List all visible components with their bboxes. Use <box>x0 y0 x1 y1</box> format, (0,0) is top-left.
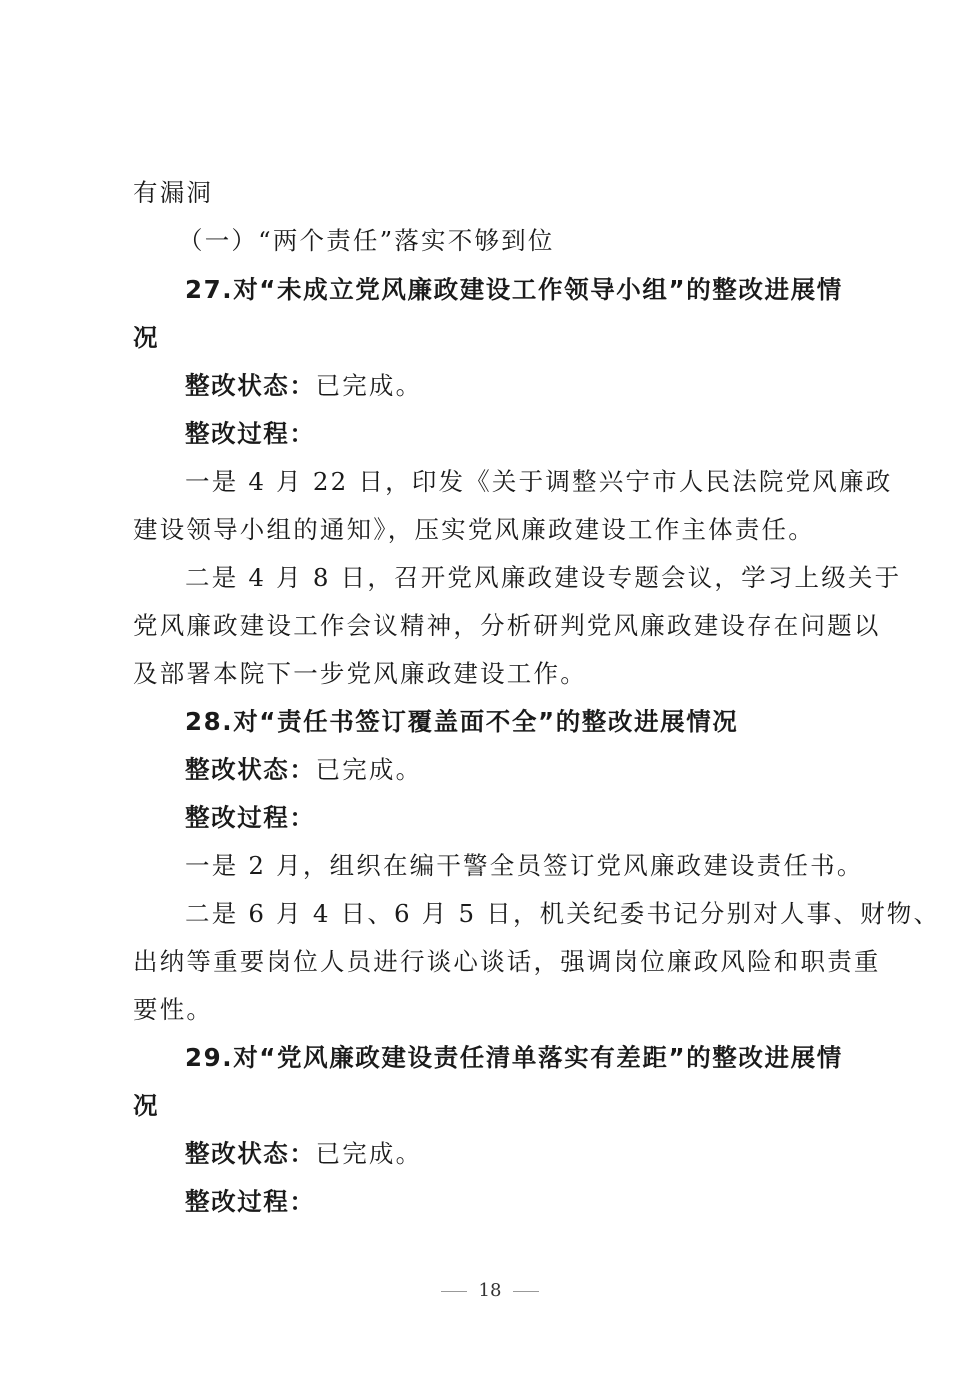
status-label: 整改状态： <box>185 1139 316 1168</box>
status-value: 已完成。 <box>315 1139 423 1168</box>
item-heading-29 <box>185 1043 863 1073</box>
status-row <box>185 371 863 401</box>
item-heading-text: 况 <box>133 323 160 352</box>
text-line: 出纳等重要岗位人员进行谈心谈话，强调岗位廉政风险和职责重 <box>133 947 881 976</box>
page-number: 18 <box>478 1280 502 1301</box>
status-row <box>185 1139 863 1169</box>
text-line: 及部署本院下一步党风廉政建设工作。 <box>133 659 587 688</box>
status-value: 已完成。 <box>315 755 423 784</box>
footer-dash-left <box>441 1291 467 1292</box>
text-line: 党风廉政建设工作会议精神，分析研判党风廉政建设存在问题以 <box>133 611 881 640</box>
text-line: 一是 4 月 22 日，印发《关于调整兴宁市人民法院党风廉政 <box>185 467 893 496</box>
status-label: 整改状态： <box>185 755 316 784</box>
item-heading-text: 29.对“党风廉政建设责任清单落实有差距”的整改进展情 <box>185 1043 843 1072</box>
footer-dash-right <box>513 1291 539 1292</box>
item-heading-27-cont <box>133 323 863 353</box>
text-line: 要性。 <box>133 995 214 1024</box>
text-line: 有漏洞 <box>133 178 214 207</box>
item-heading-28 <box>185 707 863 737</box>
item-heading-text: 28.对“责任书签订覆盖面不全”的整改进展情况 <box>185 707 739 736</box>
item-heading-text: 况 <box>133 1091 160 1120</box>
text-line: 二是 6 月 4 日、6 月 5 日，机关纪委书记分别对人事、财物、 <box>185 899 941 928</box>
process-row <box>185 1187 863 1217</box>
process-row <box>185 803 863 833</box>
section-heading: （一）“两个责任”落实不够到位 <box>178 226 555 255</box>
status-row <box>185 755 863 785</box>
process-label: 整改过程： <box>185 419 316 448</box>
text-line: 建设领导小组的通知》，压实党风廉政建设工作主体责任。 <box>133 515 815 544</box>
status-label: 整改状态： <box>185 371 316 400</box>
process-row <box>185 419 863 449</box>
page-footer <box>0 1280 980 1301</box>
status-value: 已完成。 <box>315 371 423 400</box>
process-label: 整改过程： <box>185 1187 316 1216</box>
text-line: 二是 4 月 8 日，召开党风廉政建设专题会议，学习上级关于 <box>185 563 902 592</box>
item-heading-29-cont <box>133 1091 863 1121</box>
item-heading-27 <box>185 275 863 305</box>
text-line: 一是 2 月，组织在编干警全员签订党风廉政建设责任书。 <box>185 851 864 880</box>
process-label: 整改过程： <box>185 803 316 832</box>
item-heading-text: 27.对“未成立党风廉政建设工作领导小组”的整改进展情 <box>185 275 843 304</box>
